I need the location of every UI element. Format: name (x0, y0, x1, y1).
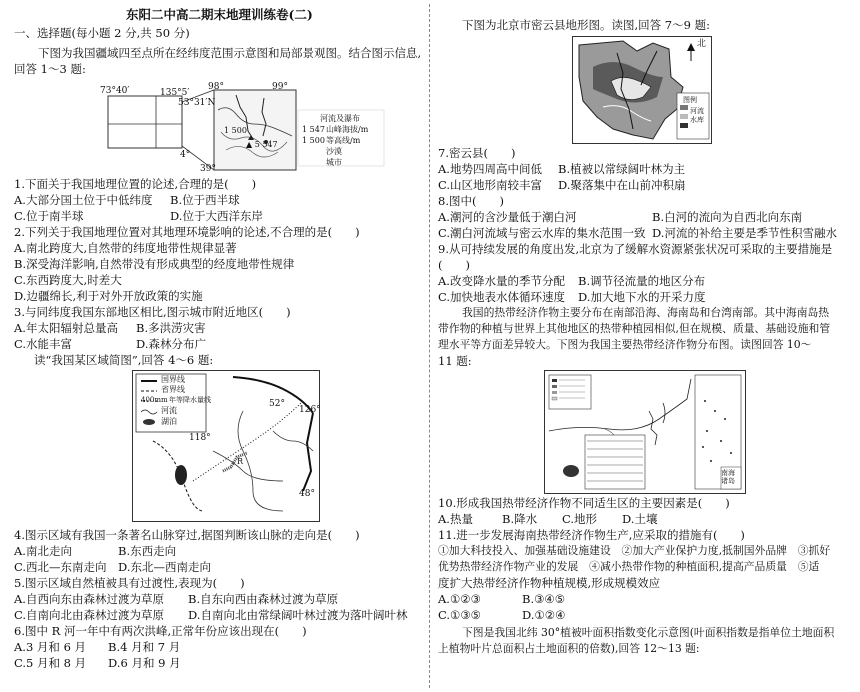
river-r-label: R (237, 457, 244, 466)
legend-reservoir: 水库 (690, 116, 704, 124)
q6-option-a: A.3 月和 6 月 (14, 640, 87, 654)
q1-option-b: B.位于西半球 (170, 193, 240, 207)
lon-west-label: 73°40′ (100, 86, 130, 96)
legend-river: 河流 (161, 406, 177, 415)
q9-option-b: B.调节径流量的地区分布 (578, 274, 706, 288)
q11-statements-line1: ①加大科技投入、加强基础设施建设 ②加大产业保护力度,抵制国外品牌 ③抓好 (438, 544, 831, 557)
q10-11-intro-line4: 11 题: (438, 354, 472, 368)
q11-statements-line2: 优势热带经济作物产业的发展 ④减小热带作物的种植面积,提高产品质量 ⑤适 (438, 560, 820, 573)
q10-option-c: C.地形 (562, 512, 598, 526)
q11-option-b: B.③④⑤ (522, 592, 566, 606)
question-1: 1.下面关于我国地理位置的论述,合理的是( ) (14, 177, 257, 191)
legend-num-peak: 1 547 (302, 125, 325, 134)
q10-11-intro-line3: 理水平等方面差异较大。下图为我国主要热带经济作物分布图。读图回答 10～ (438, 338, 812, 351)
q8-option-a: A.潮河的含沙量低于潮白河 (438, 210, 577, 224)
legend-border: 国界线 (161, 375, 185, 384)
q4-option-a: A.南北走向 (14, 544, 72, 558)
legend-city: 城市 (326, 158, 342, 167)
q4-option-b: B.东西走向 (118, 544, 177, 558)
q4-option-c: C.西北—东南走向 (14, 560, 107, 574)
question-5: 5.图示区域自然植被具有过渡性,表现为( ) (14, 576, 245, 590)
q10-11-intro-line2: 带作物的种植与世界上其他地区的热带种植园相似,但在规模、质量、基础设施和管 (438, 322, 831, 335)
figure-region-map (132, 370, 320, 522)
q9-answer-paren: ( ) (438, 258, 470, 272)
figure-miyun-terrain (572, 36, 712, 144)
q2-option-a: A.南北跨度大,自然带的纬度地带性规律显著 (14, 241, 237, 255)
legend-isohyet: 年等降水量线 (169, 396, 211, 404)
legend-num-contour: 1 500 (302, 136, 325, 145)
legend-400mm: 400mm (141, 396, 168, 404)
q1-option-c: C.位于南半球 (14, 209, 84, 223)
lon-126-label: 126° (299, 405, 321, 415)
q2-option-b: B.深受海洋影响,自然带没有形成典型的经度地带性规律 (14, 257, 295, 271)
north-arrow-label: 北 (697, 39, 707, 49)
question-4: 4.图示区域有我国一条著名山脉穿过,据图判断该山脉的走向是( ) (14, 528, 360, 542)
q7-option-c: C.山区地形南较丰富 (438, 178, 543, 192)
section-heading: 一、选择题(每小题 2 分,共 50 分) (14, 26, 190, 40)
q11-option-d: D.①②④ (522, 608, 566, 622)
lat-48-label: 48° (299, 489, 315, 499)
q1-option-a: A.大部分国土位于中低纬度 (14, 193, 153, 207)
q9-option-d: D.加大地下水的开采力度 (578, 290, 706, 304)
exam-title: 东阳二中高二期末地理训练卷(二) (126, 7, 313, 22)
q3-option-d: D.森林分布广 (136, 337, 206, 351)
q4-option-d: D.东北—西南走向 (118, 560, 211, 574)
q9-option-a: A.改变降水量的季节分配 (438, 274, 565, 288)
lon-east-label: 135°5′ (160, 88, 190, 98)
q5-option-a: A.自西向东由森林过渡为草原 (14, 592, 164, 606)
q1-3-intro-line1: 下图为我国疆域四至点所在经纬度范围示意图和局部景观图。结合图示信息, (38, 46, 422, 60)
q12-13-intro-line1: 下图是我国北纬 30°植被叶面积指数变化示意图(叶面积指数是指单位土地面积 (462, 626, 835, 639)
q2-option-d: D.边疆绵长,利于对外开放政策的实施 (14, 289, 203, 303)
q11-option-a: A.①②③ (438, 592, 481, 606)
q5-option-b: B.自东向西由森林过渡为草原 (188, 592, 339, 606)
q10-option-a: A.热量 (438, 512, 473, 526)
legend-peak: 山峰海拔/m (326, 125, 369, 134)
legend-province: 省界线 (161, 385, 185, 394)
lon-118-label: 118° (189, 433, 211, 443)
peak-label: ▲ 5 547 (246, 140, 278, 149)
q2-option-c: C.东西跨度大,时差大 (14, 273, 122, 287)
lat-39-label: 39° (200, 164, 216, 174)
q8-option-b: B.白河的流向为自西北向东南 (652, 210, 803, 224)
q3-option-c: C.水能丰富 (14, 337, 73, 351)
q7-option-d: D.聚落集中在山前冲积扇 (558, 178, 686, 192)
figure-tropical-crops (544, 370, 746, 494)
lon-99-label: 99° (272, 82, 288, 92)
q7-option-a: A.地势四周高中间低 (438, 162, 542, 176)
question-3: 3.与同纬度我国东部地区相比,图示城市附近地区( ) (14, 305, 291, 319)
q11-statements-line3: 度扩大热带经济作物种植规模,形成规模效应 (438, 576, 661, 590)
q11-option-c: C.①③⑤ (438, 608, 481, 622)
q6-option-d: D.6 月和 9 月 (108, 656, 181, 670)
q9-option-c: C.加快地表水体循环速度 (438, 290, 566, 304)
q6-option-b: B.4 月和 7 月 (108, 640, 181, 654)
q10-11-intro-line1: 我国的热带经济作物主要分布在南部沿海、海南岛和台湾南部。其中海南岛热 (462, 306, 830, 319)
legend-desert: 沙漠 (326, 147, 342, 156)
q3-option-a: A.年太阳辐射总量高 (14, 321, 118, 335)
legend-lake: 湖泊 (161, 417, 177, 426)
q8-option-d: D.河流的补给主要是季节性积雪融水 (652, 226, 837, 240)
q4-6-intro: 读“我国某区域简图”,回答 4～6 题: (34, 353, 214, 367)
question-8: 8.图中( ) (438, 194, 504, 208)
figure-territory-extent (96, 80, 386, 172)
contour-label: 1 500 (224, 126, 247, 135)
question-10: 10.形成我国热带经济作物不同适生区的主要因素是( ) (438, 496, 730, 510)
q3-option-b: B.多洪涝灾害 (136, 321, 206, 335)
q5-option-c: C.自南向北由森林过渡为草原 (14, 608, 165, 622)
south-china-sea-islands-label: 南海诸岛 (721, 469, 735, 485)
legend-river: 河流 (690, 107, 704, 115)
question-6: 6.图中 R 河一年中有两次洪峰,正常年份应该出现在( ) (14, 624, 307, 638)
column-divider (429, 4, 430, 688)
legend-contour: 等高线/m (326, 136, 361, 145)
lat-north-label: 53°31′N (178, 98, 216, 108)
lon-98-label: 98° (208, 82, 224, 92)
q5-option-d: D.自南向北由常绿阔叶林过渡为落叶阔叶林 (188, 608, 408, 622)
legend-river: 河流及瀑布 (320, 114, 360, 123)
q7-9-intro: 下图为北京市密云县地形图。读图,回答 7～9 题: (462, 18, 710, 32)
q1-option-d: D.位于大西洋东岸 (170, 209, 263, 223)
tropical-crops-map (545, 371, 745, 493)
lat-52-label: 52° (269, 399, 285, 409)
lat-4-label: 4° (180, 150, 191, 160)
question-11: 11.进一步发展海南热带经济作物生产,应采取的措施有( ) (438, 528, 745, 542)
q7-option-b: B.植被以常绿阔叶林为主 (558, 162, 686, 176)
question-9: 9.从可持续发展的角度出发,北京为了缓解水资源紧张状况可采取的主要措施是 (438, 242, 833, 256)
question-7: 7.密云县( ) (438, 146, 516, 160)
q1-3-intro-line2: 回答 1～3 题: (14, 62, 86, 76)
q6-option-c: C.5 月和 8 月 (14, 656, 87, 670)
legend-title: 图例 (683, 96, 697, 104)
q10-option-d: D.土壤 (622, 512, 658, 526)
q10-option-b: B.降水 (502, 512, 538, 526)
question-2: 2.下列关于我国地理位置对其地理环境影响的论述,不合理的是( ) (14, 225, 360, 239)
q8-option-c: C.潮白河流域与密云水库的集水范围一致 (438, 226, 646, 240)
miyun-terrain-map (573, 37, 711, 143)
q12-13-intro-line2: 上植物叶片总面积占土地面积的倍数),回答 12～13 题: (438, 642, 700, 655)
